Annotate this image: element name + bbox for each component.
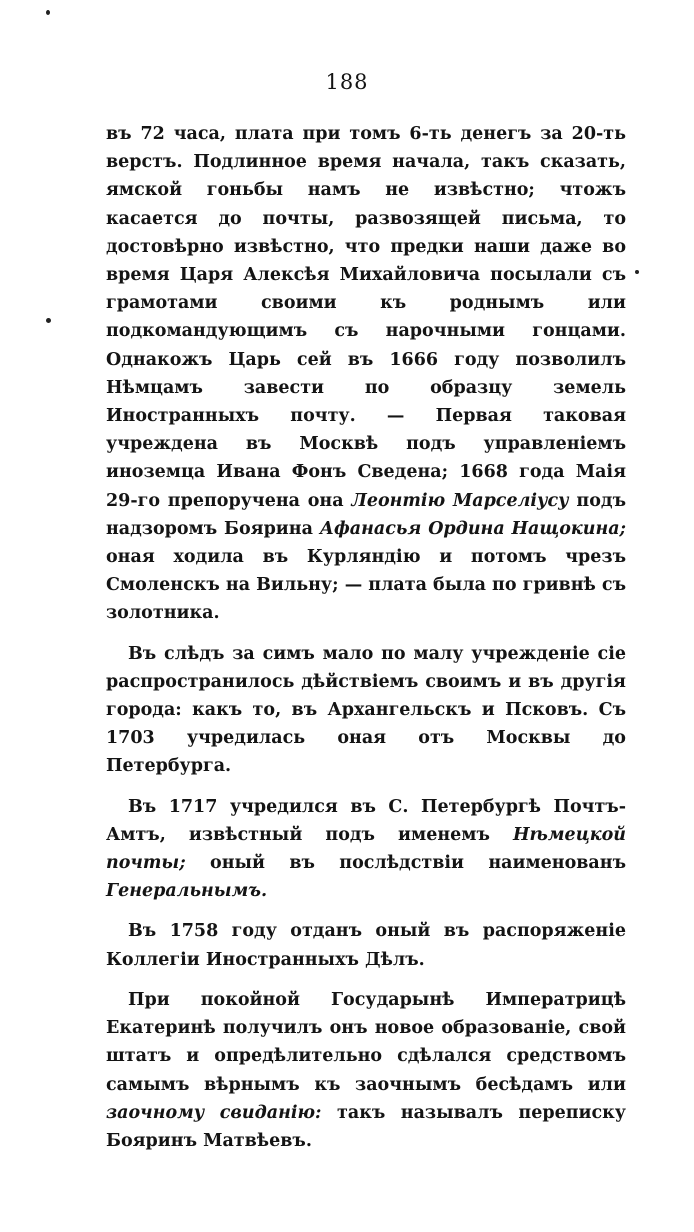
italic-name-nashchokin: Афанасья Ордина Нащокина; — [319, 518, 626, 539]
paragraph-text: въ 72 часа, плата при томъ 6-ть денегъ за 20-ть верстъ. Подлинное время начала, такъ сказать, ямской гоньбы намъ не извѣстно; чтожъ касается до почты, развозящей письма, то достовѣрно извѣстно, что предки наши даже во время Царя Алексѣя Михайловича посылали съ грамотами своими къ роднымъ или подкомандующимъ съ нарочными гонцами. Однакожъ Царь сей въ 1666 году позволилъ Нѣмцамъ завести по образцу земель Иностранныхъ почту. — Первая таковая учреждена въ Москвѣ подъ управленіемъ иноземца Ивана Фонъ Сведена; 1668 года Маія 29-го препоручена она — [106, 124, 626, 511]
paragraph-text: подъ надзоромъ Боярина — [106, 490, 626, 539]
ink-speck-left-margin — [46, 318, 51, 323]
italic-name-marselius: Леонтію Марселіусу — [351, 490, 569, 511]
paragraph-collegium-1758: Въ 1758 году отданъ оный въ распоряженіе Коллегіи Иностранныхъ Дѣлъ. — [106, 921, 626, 970]
paragraph-text: Въ 1717 учредился въ С. Петербургѣ Почтъ-Амтъ, извѣстный подъ именемъ — [106, 796, 626, 845]
paragraph-text: оная ходила въ Курляндію и потомъ чрезъ Смоленскъ на Вильну; — плата была по гривнѣ съ золотника. — [106, 547, 626, 624]
paragraph-postal-history-intro — [106, 120, 626, 628]
paragraph-catherine — [106, 986, 626, 1155]
paragraph-text: такъ называлъ переписку Бояринъ Матвѣевъ. — [106, 1102, 626, 1151]
paragraph-text: оный въ послѣдствіи наименованъ — [185, 853, 626, 874]
paragraph-text: При покойной Государынѣ Императрицѣ Екатеринѣ получилъ онъ новое образованіе, свой штатъ и опредѣлительно сдѣлался средствомъ самымъ вѣрнымъ къ заочнымъ бесѣдамъ или — [106, 989, 626, 1095]
body-text — [106, 120, 626, 1167]
italic-absent-meeting: заочному свиданію: — [106, 1102, 322, 1123]
italic-general: Генеральнымъ. — [106, 881, 268, 902]
paragraph-expansion: Въ слѣдъ за симъ мало по малу учрежденіе сіе распространилось дѣйствіемъ своимъ и въ другія города: какъ то, въ Архангельскъ и Псковъ. Съ 1703 учредилась оная отъ Москвы до Петербурга. — [106, 643, 626, 777]
ink-speck-right-margin — [635, 270, 639, 274]
paragraph-post-office-1717 — [106, 793, 626, 906]
ink-speck-top-left — [46, 10, 50, 15]
page-number: 188 — [325, 70, 369, 94]
italic-german-post: Нѣмецкой почты; — [106, 824, 626, 874]
